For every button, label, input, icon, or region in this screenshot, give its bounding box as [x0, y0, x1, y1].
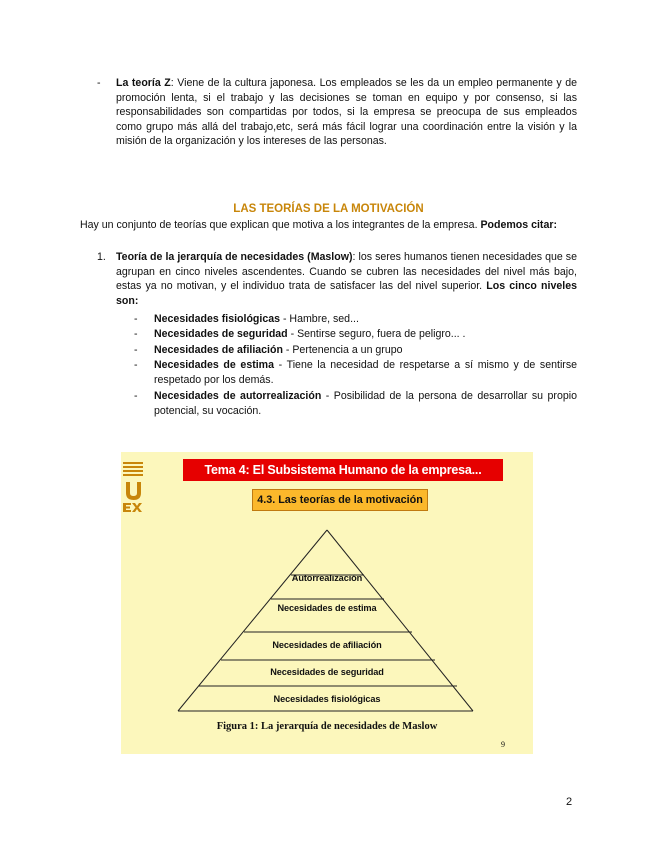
- bullet-dash: -: [134, 390, 138, 402]
- maslow-paragraph: [116, 250, 577, 308]
- slide-header: Tema 4: El Subsistema Humano de la empresa...: [183, 459, 503, 481]
- need-item: [154, 389, 577, 418]
- theory-z-text: : Viene de la cultura japonesa. Los empleados se les da un empleo permanente y de promoción lenta, si el trabajo y las decisiones se toman en equipo y por consenso, si las responsabilidades son compartidas por todos, si la empresa se preocupa de sus empleados como grupo más allá del trabajo,etc, será más fácil lograr una coordinación entre la visión y la misión de la organización y los intereses de las personas.: [116, 77, 577, 147]
- slide-number: 9: [501, 740, 505, 749]
- maslow-term: Teoría de la jerarquía de necesidades (Maslow): [116, 251, 353, 263]
- need-desc: - Sentirse seguro, fuera de peligro... .: [287, 328, 466, 340]
- maslow-text: : los seres humanos tienen necesidades que se agrupan en cinco niveles ascendentes. Cuando se cubren las necesidades del nivel más bajo, estas ya no motivan, y el individuo trata de satisfacer las del nivel superior.: [116, 251, 577, 292]
- pyramid-level-estima: Necesidades de estima: [277, 603, 377, 613]
- theory-z-paragraph: [116, 76, 577, 149]
- figure-caption: Figura 1: La jerarquía de necesidades de Maslow: [216, 721, 438, 732]
- slide-subheader: 4.3. Las teorías de la motivación: [252, 489, 428, 511]
- bullet-dash: -: [134, 313, 138, 325]
- bullet-dash: -: [134, 359, 138, 371]
- bullet-dash: -: [134, 344, 138, 356]
- need-item: [154, 312, 577, 327]
- need-desc: - Hambre, sed...: [280, 313, 359, 325]
- need-desc: - Posibilidad de la persona de desarrollar su propio potencial, su vocación.: [154, 390, 577, 417]
- need-item: [154, 358, 577, 387]
- pyramid-left-edge: [178, 530, 327, 711]
- intro-text: Hay un conjunto de teorías que explican que motiva a los integrantes de la empresa.: [80, 219, 481, 231]
- need-term: Necesidades de autorrealización: [154, 390, 322, 402]
- need-desc: - Tiene la necesidad de respetarse a sí mismo y de sentirse respetado por los demás.: [154, 359, 578, 386]
- section-title: LAS TEORÍAS DE LA MOTIVACIÓN: [233, 203, 424, 215]
- need-term: Necesidades de seguridad: [154, 328, 288, 340]
- need-item: [154, 343, 577, 358]
- bullet-dash: -: [134, 328, 138, 340]
- need-term: Necesidades de afiliación: [154, 344, 283, 356]
- maslow-pyramid: [121, 452, 533, 722]
- pyramid-level-fisiologicas: Necesidades fisiológicas: [273, 694, 381, 704]
- intro-bold: Podemos citar:: [480, 219, 557, 231]
- bullet-dash: -: [97, 77, 101, 89]
- need-item: [154, 327, 577, 342]
- pyramid-right-edge: [327, 530, 473, 711]
- theory-z-term: La teoría Z: [116, 77, 171, 89]
- pyramid-level-autorrealizacion: Autorrealización: [291, 573, 363, 583]
- item-number: 1.: [97, 251, 106, 263]
- pyramid-level-seguridad: Necesidades de seguridad: [270, 667, 384, 677]
- page-number: 2: [566, 796, 573, 808]
- intro-paragraph: [80, 218, 577, 233]
- need-term: Necesidades fisiológicas: [154, 313, 281, 325]
- need-desc: - Pertenencia a un grupo: [282, 344, 403, 356]
- maslow-levels-intro: Los cinco niveles son:: [116, 280, 577, 307]
- pyramid-level-afiliacion: Necesidades de afiliación: [272, 640, 382, 650]
- need-term: Necesidades de estima: [154, 359, 274, 371]
- maslow-slide-figure: [121, 452, 533, 754]
